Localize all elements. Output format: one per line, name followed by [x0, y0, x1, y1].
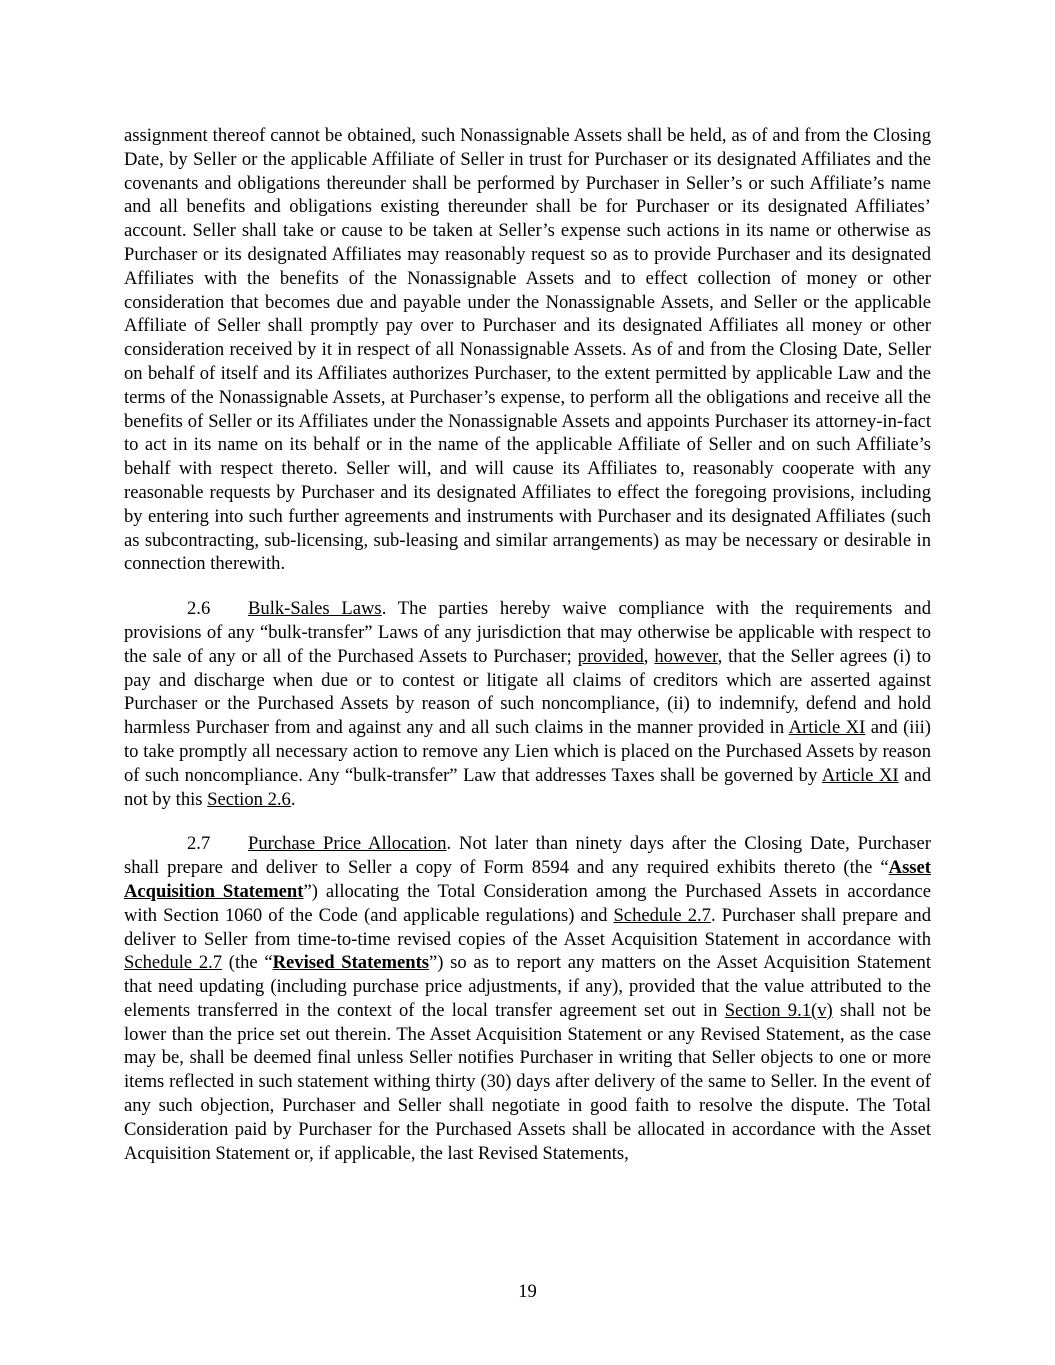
- section-text: , that the Seller agrees (i) to pay and discharge when due or to contest or litigate all claims of creditors which are asserted against Purchaser or the Purchased Assets by reason of such noncompliance, (ii) to indemnify, defend and hold harmless Purchaser from and against any and all such claims in the manner provided in: [124, 645, 931, 739]
- defined-term-revised-statements: Revised Statements: [272, 952, 430, 974]
- section-text: ”) allocating the Total Consideration among the Purchased Assets in accordance with Section 1060 of the Code (and applicable regulations) and: [124, 880, 932, 926]
- section-text: . Purchaser shall prepare and deliver to Seller from time-to-time revised copies of the Asset Acquisition Statement in accordance with: [124, 904, 931, 950]
- continuation-text: assignment thereof cannot be obtained, such Nonassignable Assets shall be held, as of and from the Closing Date, by Seller or the applicable Affiliate of Seller in trust for Purchaser or its designated Affiliates and the covenants and obligations thereunder shall be performed by Purchaser in Seller’s or such Affiliate’s name and all benefits and obligations existing thereunder shall be for Purchaser or its designated Affiliates’ account. Seller shall take or cause to be taken at Seller’s expense such actions in its name or otherwise as Purchaser or its designated Affiliates may reasonably request so as to provide Purchaser and its designated Affiliates with the benefits of the Nonassignable Assets and to effect collection of money or other consideration that becomes due and payable under the Nonassignable Assets, and Seller or the applicable Affiliate of Seller shall promptly pay over to Purchaser and its designated Affiliates all money or other consideration received by it in respect of all Nonassignable Assets. As of and from the Closing Date, Seller on behalf of itself and its Affiliates authorizes Purchaser, to the extent permitted by applicable Law and the terms of the Nonassignable Assets, at Purchaser’s expense, to perform all the obligations and receive all the benefits of Seller or its Affiliates under the Nonassignable Assets and appoints Purchaser its attorney-in-fact to act in its name on its behalf or in the name of the applicable Affiliate of Seller and on such Affiliate’s behalf with respect thereto. Seller will, and will cause its Affiliates to, reasonably cooperate with any reasonable requests by Purchaser and its designated Affiliates to effect the foregoing provisions, including by entering into such further agreements and instruments with Purchaser and its designated Affiliates (such as subcontracting, sub-licensing, sub-leasing and similar arrangements) as may be necessary or desirable in connection therewith.: [124, 125, 931, 575]
- cross-reference-article-xi: Article XI: [821, 764, 899, 786]
- section-text: and not by this: [124, 764, 931, 810]
- section-number: 2.7: [187, 833, 211, 855]
- cross-reference-section-2-6: Section 2.6: [207, 788, 291, 810]
- cross-reference-schedule-2-7: Schedule 2.7: [613, 904, 711, 926]
- section-2-7-paragraph: [124, 832, 931, 1165]
- cross-reference-article-xi: Article XI: [788, 717, 866, 739]
- defined-term-asset-acquisition-statement: Asset Acquisition Statement: [124, 857, 931, 902]
- section-text: shall not be lower than the price set out therein. The Asset Acquisition Statement or any Revised Statement, as the case may be, shall be deemed final unless Seller notifies Purchaser in writing that Seller objects to one or more items reflected in such statement withing thirty (30) days after delivery of the same to Seller. In the event of any such objection, Purchaser and Seller shall negotiate in good faith to resolve the dispute. The Total Consideration paid by Purchaser for the Purchased Assets shall be allocated in accordance with the Asset Acquisition Statement or, if applicable, the last Revised Statements,: [124, 999, 932, 1164]
- section-text: . The parties hereby waive compliance with the requirements and provisions of any “bulk-transfer” Laws of any jurisdiction that may otherwise be applicable with respect to the sale of any or all of the Purchased Assets to Purchaser;: [124, 598, 932, 667]
- section-text: and (iii) to take promptly all necessary action to remove any Lien which is placed on the Purchased Assets by reason of such noncompliance. Any “bulk-transfer” Law that addresses Taxes shall be governed by: [124, 717, 931, 786]
- cross-reference-schedule-2-7: Schedule 2.7: [124, 952, 223, 974]
- section-heading: Bulk-Sales Laws: [248, 598, 382, 620]
- section-number: 2.6: [187, 598, 211, 620]
- page-number: 19: [518, 1281, 537, 1302]
- section-text: . Not later than ninety days after the Closing Date, Purchaser shall prepare and deliver to Seller a copy of Form 8594 and any required exhibits thereto (the “: [124, 833, 931, 879]
- section-text: ,: [643, 645, 655, 667]
- section-text: ”) so as to report any matters on the Asset Acquisition Statement that need updating (including purchase price adjustments, if any), provided that the value attributed to the elements transferred in the context of the local transfer agreement set out in: [124, 952, 932, 1021]
- emphasis-provided: provided: [577, 645, 644, 667]
- section-text: .: [290, 788, 296, 810]
- section-2-6-paragraph: [124, 597, 931, 811]
- emphasis-however: however: [654, 645, 718, 667]
- document-body: [124, 124, 931, 1165]
- section-heading: Purchase Price Allocation: [248, 833, 447, 855]
- cross-reference-section-9-1-v: Section 9.1(v): [724, 999, 833, 1021]
- section-text: (the “: [222, 952, 273, 974]
- continuation-paragraph: [124, 124, 931, 576]
